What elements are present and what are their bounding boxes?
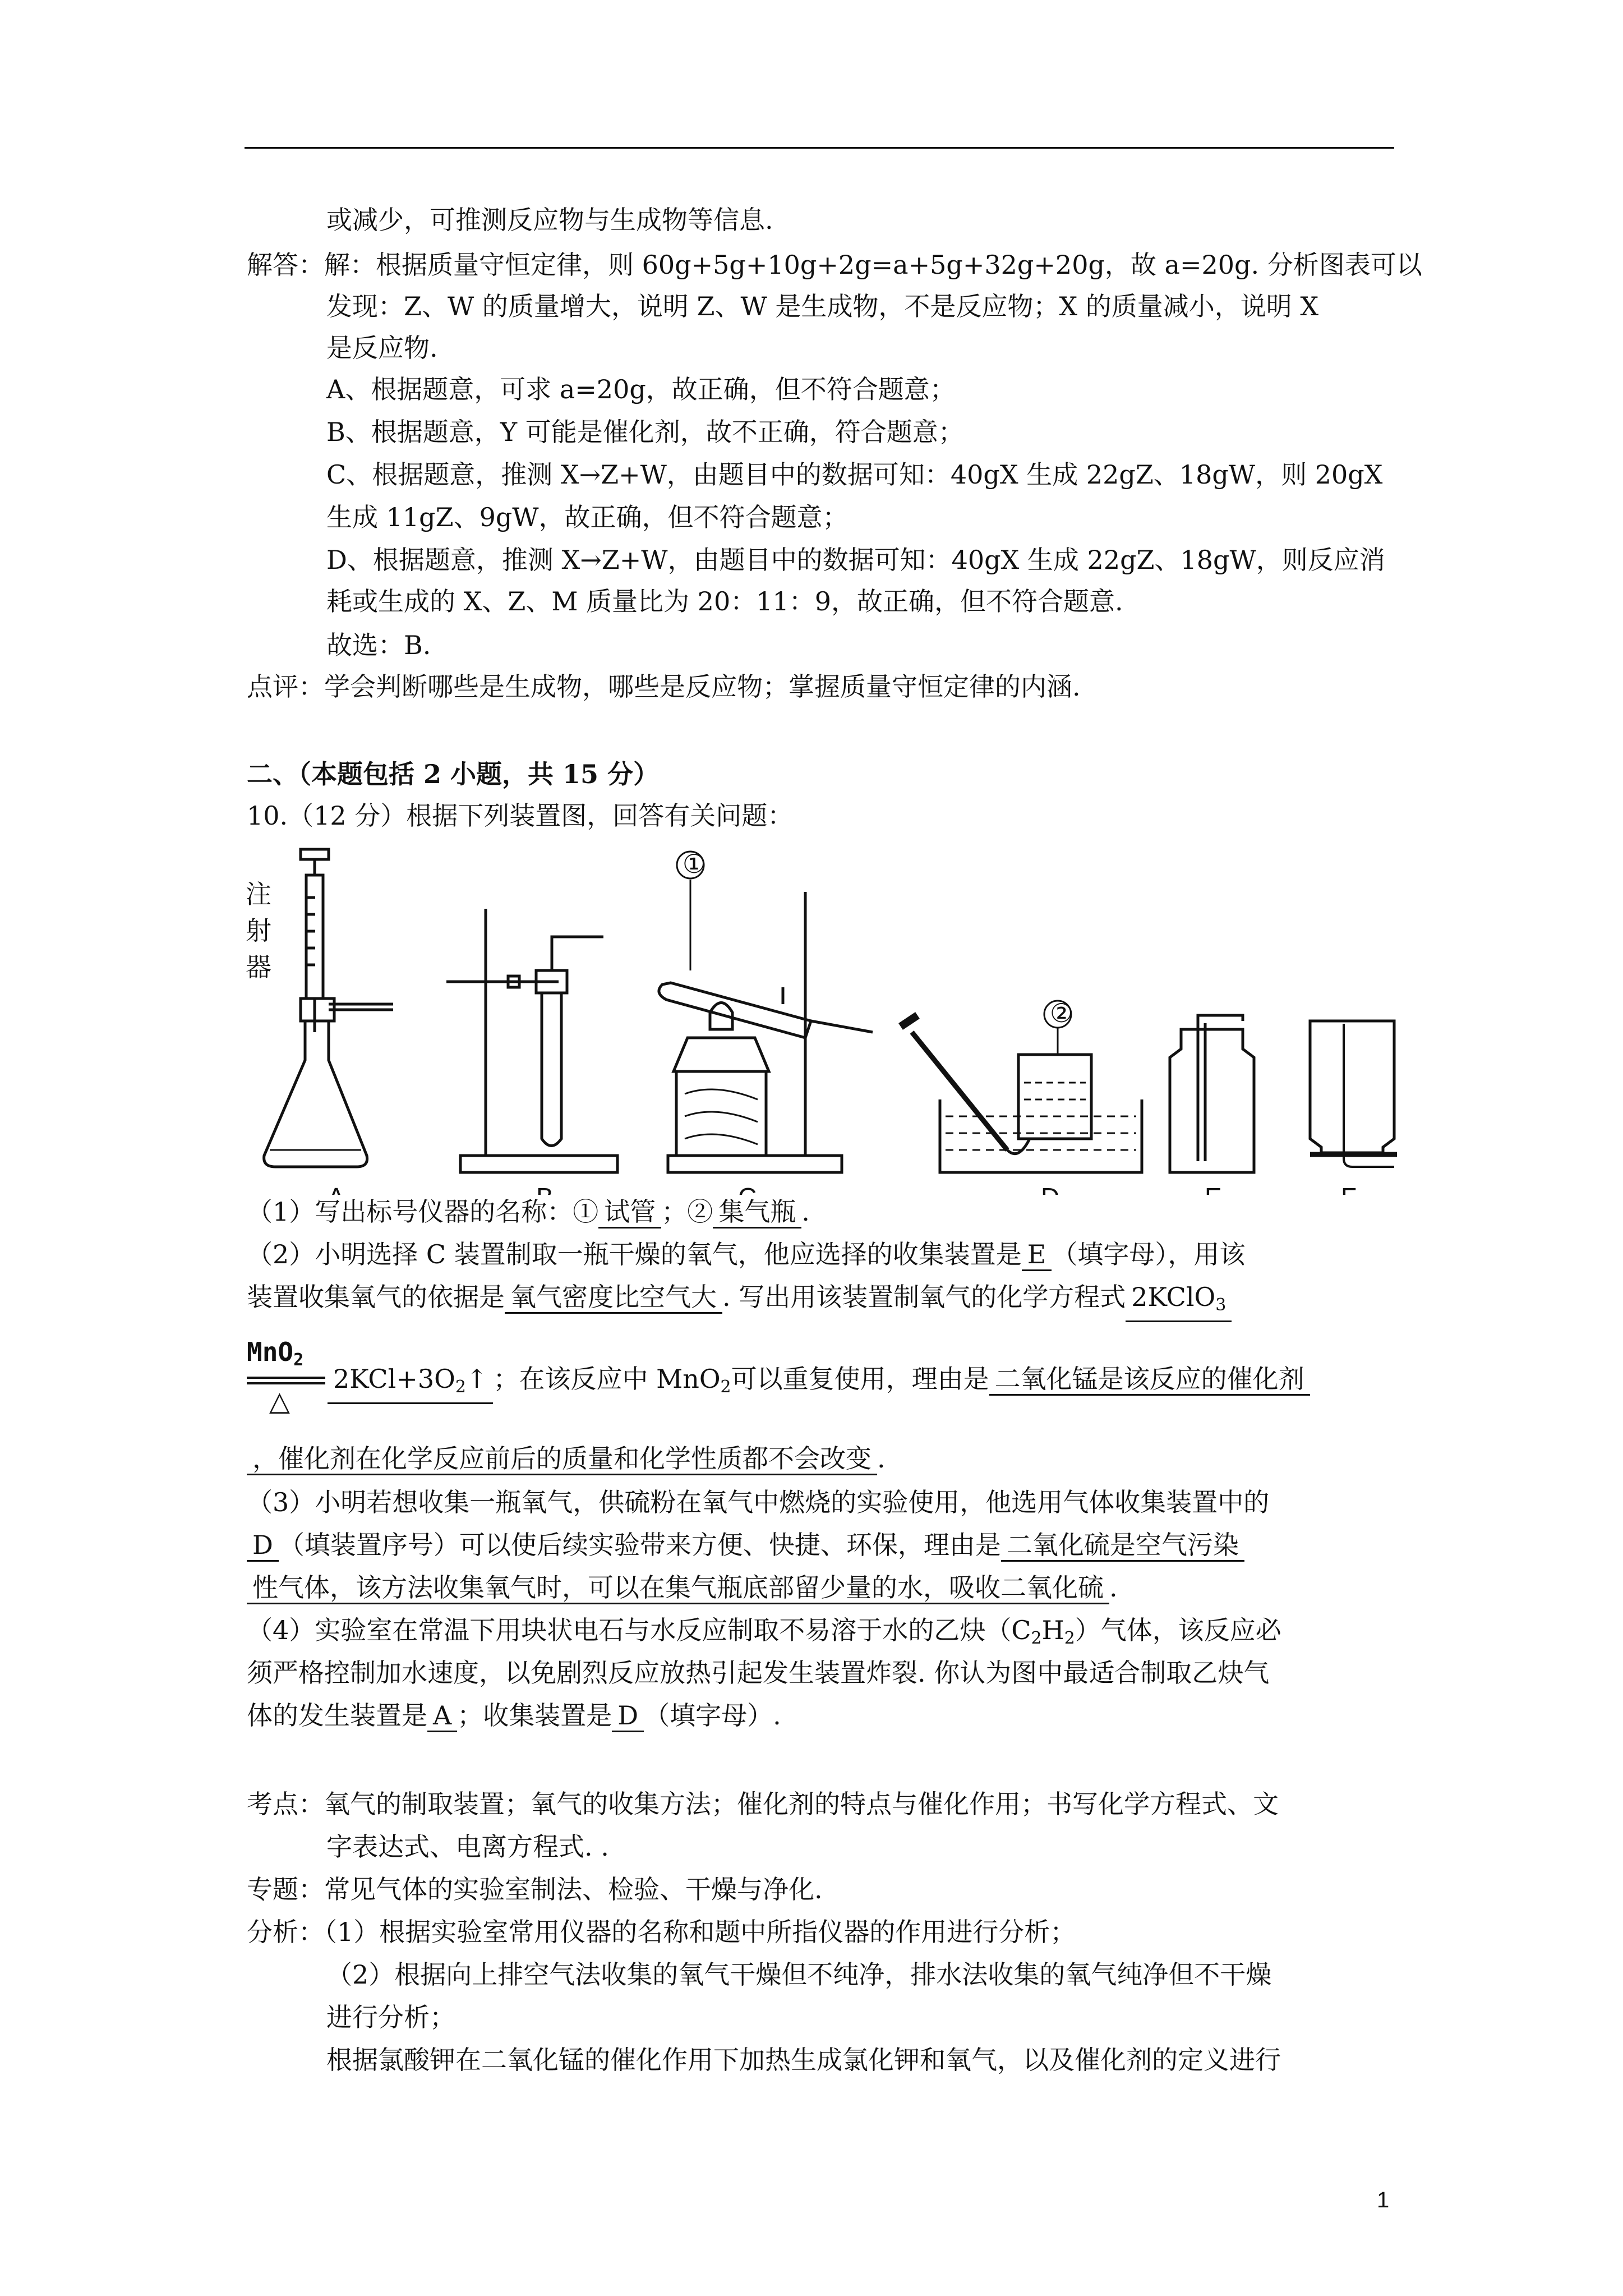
text-line: 故选：B. (326, 630, 431, 660)
apparatus-e (1170, 1015, 1254, 1172)
apparatus-a (264, 849, 393, 1167)
text-line: D、根据题意，推测 X→Z+W，由题目中的数据可知：40gX 生成 22gZ、18gW，则反应消 (326, 545, 1385, 575)
inverted-bottle-icon (1310, 1021, 1394, 1153)
equation-products: $2KCl+3O_2↑$ (328, 1364, 493, 1404)
text-line: 耗或生成的 X、Z、M 质量比为 20：11：9，故正确，但不符合题意. (326, 586, 1123, 616)
analysis-line: 根据氯酸钾在二氧化锰的催化作用下加热生成氯化钾和氧气，以及催化剂的定义进行 (326, 2045, 1281, 2075)
apparatus-label-a (328, 1182, 345, 1195)
stand-base-icon (668, 1156, 842, 1172)
q10-part4-line3: 体的发生装置是 A ；收集装置是 D （填字母）. (247, 1699, 781, 1732)
apparatus-label-b (536, 1182, 554, 1195)
q10-part2-line4: ，催化剂在化学反应前后的质量和化学性质都不会改变 . (247, 1442, 886, 1475)
text-line: 解答：解：根据质量守恒定律，则 60g+5g+10g+2g=a+5g+32g+20g，故 a=20g. 分析图表可以 (247, 250, 1422, 280)
equation-double-bar (247, 1377, 325, 1384)
analysis-line: 进行分析； (326, 2002, 455, 2032)
analysis-line: （2）根据向上排空气法收集的氧气干燥但不纯净，排水法收集的氧气纯净但不干燥 (326, 1959, 1272, 1990)
apparatus-f (1310, 1021, 1397, 1167)
apparatus-d (901, 1001, 1142, 1172)
section-title: 二、（本题包括 2 小题，共 15 分） (247, 759, 660, 789)
answer-blank: A (427, 1700, 457, 1732)
alcohol-lamp-icon (674, 1038, 769, 1071)
syringe-label-char: 射 (246, 916, 271, 945)
text-line: 发现：Z、W 的质量增大，说明 Z、W 是生成物，不是反应物；X 的质量减小，说明 X (326, 291, 1319, 321)
answer-blank: E (1022, 1239, 1052, 1271)
page-number: 1 (1377, 2188, 1390, 2212)
syringe-barrel-icon (306, 875, 323, 999)
gas-jar-icon (1018, 1055, 1091, 1139)
q10-part3-line2: D （填装置序号）可以使后续实验带来方便、快捷、环保，理由是 二氧化硫是空气污染 (247, 1528, 1244, 1562)
apparatus-diagram (245, 836, 1400, 1195)
analysis-line: 考点：氧气的制取装置；氧气的收集方法；催化剂的特点与催化作用；书写化学方程式、文 (247, 1789, 1279, 1819)
text-line: B、根据题意，Y 可能是催化剂，故不正确，符合题意； (326, 417, 964, 447)
gas-bottle-icon (1170, 1029, 1254, 1172)
answer-blank: 二氧化硫是空气污染 (1001, 1530, 1244, 1562)
q10-part4-line2: 须严格控制加水速度，以免剧烈反应放热引起发生装置炸裂. 你认为图中最适合制取乙炔气 (247, 1658, 1270, 1688)
answer-blank: ，催化剂在化学反应前后的质量和化学性质都不会改变 (247, 1443, 877, 1475)
equation-reactant: 2KClO$_3$ (1126, 1282, 1232, 1322)
conical-flask-icon (264, 1021, 367, 1167)
answer-blank: 集气瓶 (713, 1197, 801, 1228)
analysis-line: 分析：（1）根据实验室常用仪器的名称和题中所指仪器的作用进行分析； (247, 1917, 1076, 1947)
text-line: 或减少，可推测反应物与生成物等信息. (326, 205, 773, 235)
apparatus-b (446, 909, 617, 1172)
analysis-line: 专题：常见气体的实验室制法、检验、干燥与净化. (247, 1874, 823, 1904)
answer-blank: 二氧化锰是该反应的催化剂 (989, 1364, 1310, 1396)
text-line: A、根据题意，可求 a=20g，故正确，但不符合题意； (326, 374, 956, 404)
apparatus-label-f (1341, 1182, 1357, 1195)
apparatus-label-e (1205, 1182, 1222, 1195)
text-line: C、根据题意，推测 X→Z+W，由题目中的数据可知：40gX 生成 22gZ、18gW，则 20gX (326, 459, 1383, 490)
tilted-test-tube-icon (659, 983, 811, 1038)
stand-base-icon (460, 1156, 617, 1172)
apparatus-figure (245, 836, 1400, 1195)
text-line: 生成 11gZ、9gW，故正确，但不符合题意； (326, 502, 849, 532)
analysis-line: 字表达式、电离方程式. . (326, 1832, 609, 1862)
answer-blank: D (247, 1530, 279, 1562)
syringe-label-char: 注 (246, 880, 271, 909)
q10-part1: （1）写出标号仪器的名称：① 试管 ；② 集气瓶 . (247, 1195, 810, 1228)
q10-part4: （4）实验室在常温下用块状电石与水反应制取不易溶于水的乙炔$(C_2H_2)$气体，该反应必 (247, 1615, 1281, 1648)
text-line: 点评：学会判断哪些是生成物，哪些是反应物；掌握质量守恒定律的内涵. (247, 671, 1081, 702)
mark-1-label: ① (683, 849, 706, 878)
syringe-label-char: 器 (246, 953, 271, 982)
answer-blank: 性气体，该方法收集氧气时，可以在集气瓶底部留少量的水，吸收二氧化硫 (247, 1572, 1109, 1604)
q10-part3-line3: 性气体，该方法收集氧气时，可以在集气瓶底部留少量的水，吸收二氧化硫 . (247, 1571, 1118, 1604)
header-rule (245, 147, 1394, 149)
answer-blank: 试管 (598, 1197, 661, 1228)
water-trough-icon (940, 1099, 1142, 1172)
text-line: 是反应物. (326, 333, 438, 363)
q10-part3: （3）小明若想收集一瓶氧气，供硫粉在氧气中燃烧的实验使用，他选用气体收集装置中的 (247, 1487, 1270, 1517)
question-stem: 10.（12 分）根据下列装置图，回答有关问题： (247, 800, 794, 831)
equation-condition: MnO$_2$ △ (247, 1338, 325, 1416)
q10-part2-line3: $2KCl+3O_2↑$ ；在该反应中 MnO$_2$可以重复使用，理由是 二氧化锰是该反应的催化剂 (328, 1362, 1310, 1404)
answer-blank: D (612, 1700, 644, 1732)
apparatus-label-d (1041, 1182, 1059, 1195)
q10-part2-line2: 装置收集氧气的依据是 氧气密度比空气大 . 写出用该装置制氧气的化学方程式 2KClO$_3$ (247, 1280, 1232, 1322)
q10-part2: （2）小明选择 C 装置制取一瓶干燥的氧气，他应选择的收集装置是 E （填字母），用该 (247, 1237, 1245, 1271)
apparatus-label-c (738, 1182, 757, 1195)
syringe-plunger-icon (301, 849, 329, 859)
apparatus-c (659, 852, 873, 1172)
answer-blank: 氧气密度比空气大 (505, 1282, 722, 1314)
mark-2-label: ② (1050, 999, 1073, 1028)
test-tube-icon (542, 993, 561, 1146)
